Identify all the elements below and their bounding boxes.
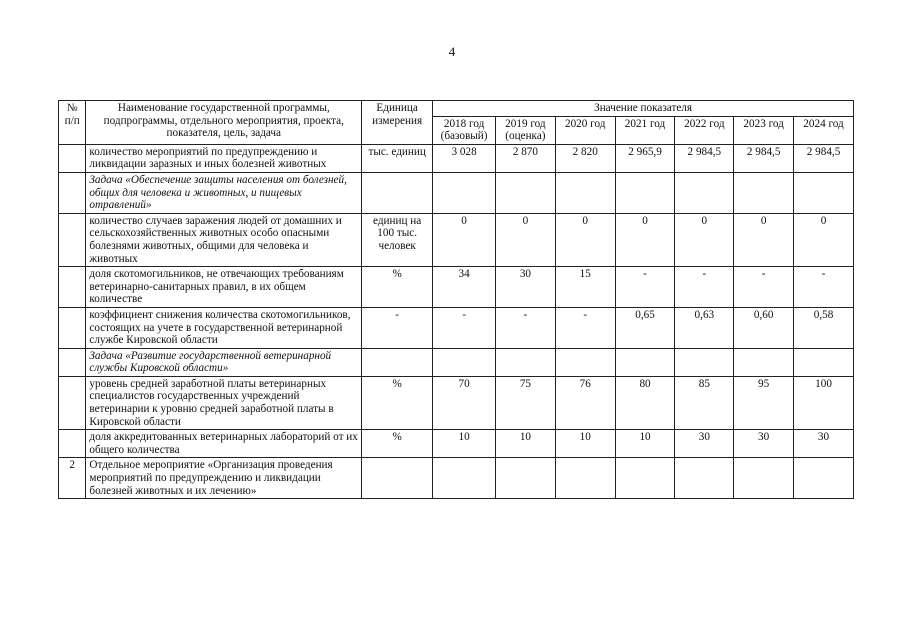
header-year: 2022 год bbox=[675, 116, 734, 144]
row-number-cell bbox=[59, 348, 86, 376]
value-cell: 85 bbox=[675, 376, 734, 429]
value-cell: 0,65 bbox=[615, 307, 675, 348]
value-cell: 0 bbox=[675, 213, 734, 266]
value-cell: 75 bbox=[496, 376, 556, 429]
table-row bbox=[59, 376, 854, 429]
table-row bbox=[59, 172, 854, 213]
value-cell: 3 028 bbox=[433, 144, 496, 172]
table-row bbox=[59, 458, 854, 499]
value-cell: 30 bbox=[734, 430, 794, 458]
header-num: № п/п bbox=[59, 101, 86, 145]
value-cell: 76 bbox=[555, 376, 615, 429]
value-cell: 2 984,5 bbox=[734, 144, 794, 172]
row-number-cell bbox=[59, 172, 86, 213]
unit-cell bbox=[362, 172, 433, 213]
table-row bbox=[59, 213, 854, 266]
row-number-cell bbox=[59, 307, 86, 348]
unit-cell: тыс. единиц bbox=[362, 144, 433, 172]
table-row bbox=[59, 307, 854, 348]
value-cell bbox=[734, 172, 794, 213]
page-number: 4 bbox=[448, 44, 456, 59]
value-cell: 10 bbox=[433, 430, 496, 458]
value-cell: - bbox=[794, 267, 854, 308]
task-title-cell: Задача «Обеспечение защиты населения от болезней, общих для человека и животных, и пищевых отравлений» bbox=[86, 172, 362, 213]
value-cell: - bbox=[433, 307, 496, 348]
value-cell bbox=[794, 348, 854, 376]
task-title-cell: Задача «Развитие государственной ветеринарной службы Кировской области» bbox=[86, 348, 362, 376]
value-cell: - bbox=[555, 307, 615, 348]
value-cell: 34 bbox=[433, 267, 496, 308]
value-cell bbox=[794, 172, 854, 213]
value-cell bbox=[555, 348, 615, 376]
value-cell: 0 bbox=[734, 213, 794, 266]
value-cell: 2 965,9 bbox=[615, 144, 675, 172]
value-cell: 0 bbox=[433, 213, 496, 266]
value-cell: 0 bbox=[794, 213, 854, 266]
value-cell bbox=[734, 458, 794, 499]
indicator-name-cell: Отдельное мероприятие «Организация проведения мероприятий по предупреждению и ликвидации болезней животных и их лечению» bbox=[86, 458, 362, 499]
table-row bbox=[59, 430, 854, 458]
table-row bbox=[59, 267, 854, 308]
value-cell bbox=[615, 458, 675, 499]
header-year: 2021 год bbox=[615, 116, 675, 144]
header-value-group: Значение показателя bbox=[433, 101, 854, 117]
value-cell: 95 bbox=[734, 376, 794, 429]
value-cell bbox=[433, 348, 496, 376]
value-cell: 0 bbox=[496, 213, 556, 266]
value-cell: 15 bbox=[555, 267, 615, 308]
value-cell: 10 bbox=[615, 430, 675, 458]
unit-cell: - bbox=[362, 307, 433, 348]
value-cell bbox=[555, 458, 615, 499]
value-cell bbox=[615, 348, 675, 376]
row-number-cell bbox=[59, 267, 86, 308]
unit-cell bbox=[362, 348, 433, 376]
value-cell: - bbox=[615, 267, 675, 308]
value-cell: 2 984,5 bbox=[794, 144, 854, 172]
value-cell bbox=[615, 172, 675, 213]
value-cell: 0 bbox=[555, 213, 615, 266]
value-cell bbox=[496, 458, 556, 499]
value-cell bbox=[496, 348, 556, 376]
table-body bbox=[59, 144, 854, 498]
value-cell bbox=[675, 172, 734, 213]
unit-cell: % bbox=[362, 267, 433, 308]
value-cell: 30 bbox=[794, 430, 854, 458]
value-cell: 10 bbox=[555, 430, 615, 458]
value-cell: 80 bbox=[615, 376, 675, 429]
row-number-cell bbox=[59, 213, 86, 266]
value-cell bbox=[433, 458, 496, 499]
unit-cell: % bbox=[362, 430, 433, 458]
value-cell: 2 870 bbox=[496, 144, 556, 172]
value-cell bbox=[734, 348, 794, 376]
row-number-cell bbox=[59, 376, 86, 429]
unit-cell: единиц на 100 тыс. человек bbox=[362, 213, 433, 266]
header-name: Наименование государственной программы, подпрограммы, отдельного мероприятия, проекта, показателя, цель, задача bbox=[86, 101, 362, 145]
value-cell: 2 984,5 bbox=[675, 144, 734, 172]
value-cell: 0 bbox=[615, 213, 675, 266]
value-cell bbox=[433, 172, 496, 213]
table-row bbox=[59, 144, 854, 172]
row-number-cell: 2 bbox=[59, 458, 86, 499]
indicator-name-cell: доля аккредитованных ветеринарных лабораторий от их общего количества bbox=[86, 430, 362, 458]
header-year: 2019 год (оценка) bbox=[496, 116, 556, 144]
unit-cell: % bbox=[362, 376, 433, 429]
row-number-cell bbox=[59, 144, 86, 172]
indicator-name-cell: коэффициент снижения количества скотомогильников, состоящих на учете в государственной ветеринарной службе Кировской области bbox=[86, 307, 362, 348]
indicator-name-cell: уровень средней заработной платы ветеринарных специалистов государственных учреждений ветеринарии к уровню средней заработной платы в Кировской области bbox=[86, 376, 362, 429]
value-cell: 10 bbox=[496, 430, 556, 458]
value-cell: 100 bbox=[794, 376, 854, 429]
header-year: 2024 год bbox=[794, 116, 854, 144]
indicator-name-cell: количество мероприятий по предупреждению и ликвидации заразных и иных болезней животных bbox=[86, 144, 362, 172]
indicator-name-cell: доля скотомогильников, не отвечающих требованиям ветеринарно-санитарных правил, в их общем количестве bbox=[86, 267, 362, 308]
value-cell bbox=[675, 458, 734, 499]
value-cell: 2 820 bbox=[555, 144, 615, 172]
value-cell bbox=[496, 172, 556, 213]
indicator-name-cell: количество случаев заражения людей от домашних и сельскохозяйственных животных особо опасными болезнями животных, общими для человека и животных bbox=[86, 213, 362, 266]
header-year: 2020 год bbox=[555, 116, 615, 144]
value-cell: - bbox=[675, 267, 734, 308]
value-cell: 0,60 bbox=[734, 307, 794, 348]
value-cell bbox=[794, 458, 854, 499]
value-cell bbox=[555, 172, 615, 213]
value-cell: - bbox=[496, 307, 556, 348]
value-cell: 0,58 bbox=[794, 307, 854, 348]
value-cell: 70 bbox=[433, 376, 496, 429]
header-year: 2023 год bbox=[734, 116, 794, 144]
value-cell: 30 bbox=[675, 430, 734, 458]
indicator-table bbox=[58, 100, 854, 499]
table-row bbox=[59, 348, 854, 376]
value-cell: - bbox=[734, 267, 794, 308]
row-number-cell bbox=[59, 430, 86, 458]
header-unit: Единица измерения bbox=[362, 101, 433, 145]
unit-cell bbox=[362, 458, 433, 499]
header-year: 2018 год (базовый) bbox=[433, 116, 496, 144]
value-cell bbox=[675, 348, 734, 376]
value-cell: 30 bbox=[496, 267, 556, 308]
value-cell: 0,63 bbox=[675, 307, 734, 348]
